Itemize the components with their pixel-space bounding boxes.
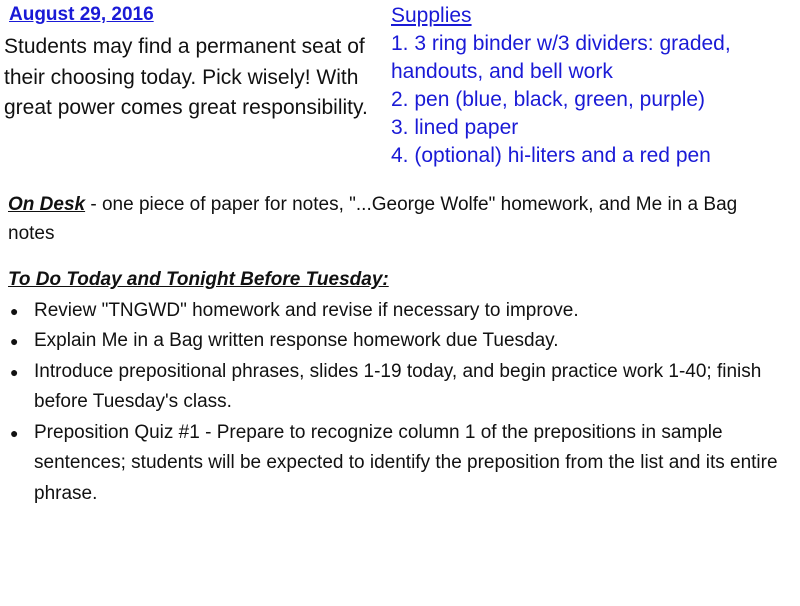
on-desk-text: - one piece of paper for notes, "...George Wolfe" homework, and Me in a Bag notes xyxy=(8,194,738,244)
todo-item xyxy=(8,326,788,357)
supplies-list xyxy=(391,30,800,170)
bullet-icon: ● xyxy=(10,363,19,380)
todo-item-text: Review "TNGWD" homework and revise if necessary to improve. xyxy=(34,299,579,321)
date-heading: August 29, 2016 xyxy=(9,4,154,25)
seating-announcement: Students may find a permanent seat of their choosing today. Pick wisely! With great power comes great responsibility. xyxy=(4,35,368,119)
on-desk-paragraph xyxy=(8,190,778,248)
todo-section xyxy=(8,265,788,509)
todo-item xyxy=(8,296,788,327)
todo-heading: To Do Today and Tonight Before Tuesday: xyxy=(8,269,389,290)
todo-item-text: Explain Me in a Bag written response homework due Tuesday. xyxy=(34,330,559,351)
bullet-icon: ● xyxy=(10,424,19,441)
todo-item-text: Introduce prepositional phrases, slides 1-19 today, and begin practice work 1-40; finish before Tuesday's class. xyxy=(34,360,762,412)
supply-item: 1. 3 ring binder w/3 dividers: graded, handouts, and bell work xyxy=(391,32,731,83)
supplies-title: Supplies xyxy=(391,4,472,27)
todo-list xyxy=(8,296,788,510)
on-desk-label: On Desk xyxy=(8,194,86,215)
todo-item-text: Preposition Quiz #1 - Prepare to recognize column 1 of the prepositions in sample sentences; students will be expected to identify the preposition from the list and its entire phrase. xyxy=(34,421,778,504)
supply-item: 4. (optional) hi-liters and a red pen xyxy=(391,144,711,167)
supplies-section xyxy=(391,2,800,170)
bullet-icon: ● xyxy=(10,333,19,349)
todo-item xyxy=(8,357,788,418)
supply-item: 3. lined paper xyxy=(391,116,519,139)
supply-item: 2. pen (blue, black, green, purple) xyxy=(391,88,706,111)
todo-item xyxy=(8,418,788,510)
bullet-icon: ● xyxy=(10,302,19,319)
